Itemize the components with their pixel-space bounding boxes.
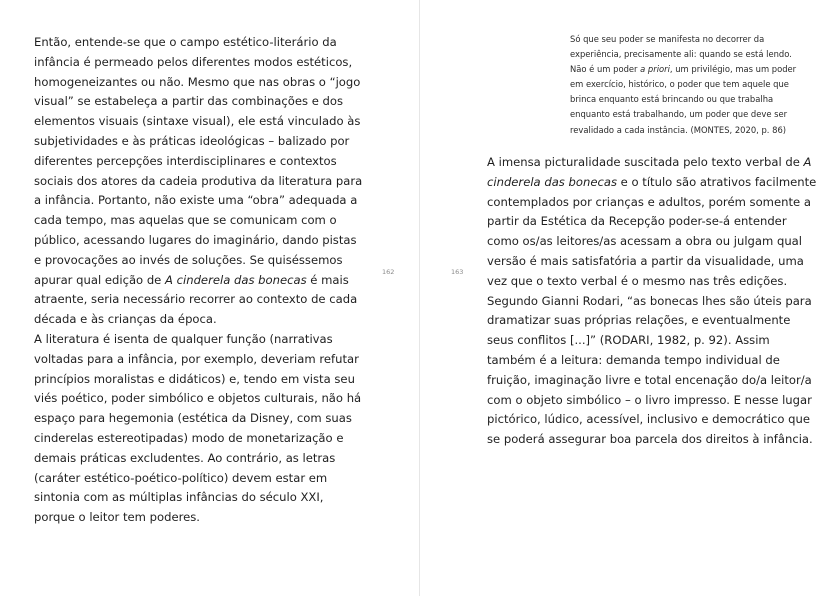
paragraph-text: Então, entende-se que o campo estético-literário da infância é permeado pelos diferentes modos estéticos, homogeneizantes ou não. Mesmo que nas obras o “jogo visual” se estabeleça a partir das combinações e dos elementos visuais (sintaxe visual), ele está vinculado às subjetividades e às práticas ideológicas – balizado por diferentes percepções interdisciplinares e contextos sociais dos atores da cadeia produtiva da literatura para a infância. Portanto, não existe uma “obra” adequada a cada tempo, mas aquelas que se comunicam com o público, acessando lugares do imaginário, dando pistas e provocações ao invés de soluções. Se quiséssemos apurar qual edição de	[34, 35, 363, 287]
left-page-body	[34, 33, 364, 528]
left-paragraph-1	[34, 33, 364, 330]
block-quote	[570, 32, 800, 138]
right-page	[420, 0, 840, 596]
page-number: 162	[382, 268, 395, 276]
paragraph-text: é mais atraente, seria necessário recorrer ao contexto de cada década e às crianças da época.	[34, 272, 358, 327]
paragraph-text: A imensa picturalidade suscitada pelo texto verbal de	[487, 155, 804, 169]
paragraph-text: e o título são atrativos facilmente contemplados por crianças e adultos, porém somente a partir da Estética da Recepção poder-se-á entender como os/as leitores/as acessam a obra ou julgam qual versão é mais satisfatória a partir da visualidade, uma vez que o texto verbal é o mesmo nas três edições.	[487, 174, 817, 288]
left-page	[0, 0, 419, 596]
quote-text-part: Só que seu poder se manifesta no decorrer da experiência, precisamente ali: quando se está lendo. Não é um poder	[570, 34, 792, 75]
right-page-body	[487, 153, 817, 450]
book-title-italic: A cinderela das bonecas	[165, 272, 307, 287]
right-paragraph-2: Segundo Gianni Rodari, “as bonecas lhes são úteis para dramatizar suas próprias relações, e eventualmente seus conflitos [...]” (RODARI, 1982, p. 92). Assim também é a leitura: demanda tempo individual de fruição, imaginação livre e total encenação do/a leitor/a com o objeto simbólico – o livro impresso. E nesse lugar pictórico, lúdico, acessível, inclusivo e democrático que se poderá assegurar boa parcela dos direitos à infância.	[487, 293, 813, 447]
quote-text	[570, 32, 800, 138]
quote-text-part: , um privilégio, mas um poder em exercício, histórico, o poder que tem aquele que brinca enquanto está brincando ou que trabalha enquanto está trabalhando, um poder que deve ser revalidado a cada instância. (MONTES, 2020, p. 86)	[570, 64, 797, 135]
left-paragraph-2: A literatura é isenta de qualquer função (narrativas voltadas para a infância, por exemplo, deveriam refutar princípios moralistas e didáticos) e, tendo em vista seu viés poético, poder simbólico e objetos culturais, não há espaço para hegemonia (estética da Disney, com suas cinderelas estereotipadas) modo de monetarização e demais práticas excludentes. Ao contrário, as letras (caráter estético-poético-político) devem estar em sintonia com as múltiplas infâncias do século XXI, porque o leitor tem poderes.	[34, 331, 362, 525]
right-paragraph-1	[487, 153, 817, 292]
quote-italic: a priori	[640, 64, 670, 75]
page-number: 163	[451, 268, 464, 276]
book-title-italic: A cinderela das bonecas	[487, 155, 812, 189]
